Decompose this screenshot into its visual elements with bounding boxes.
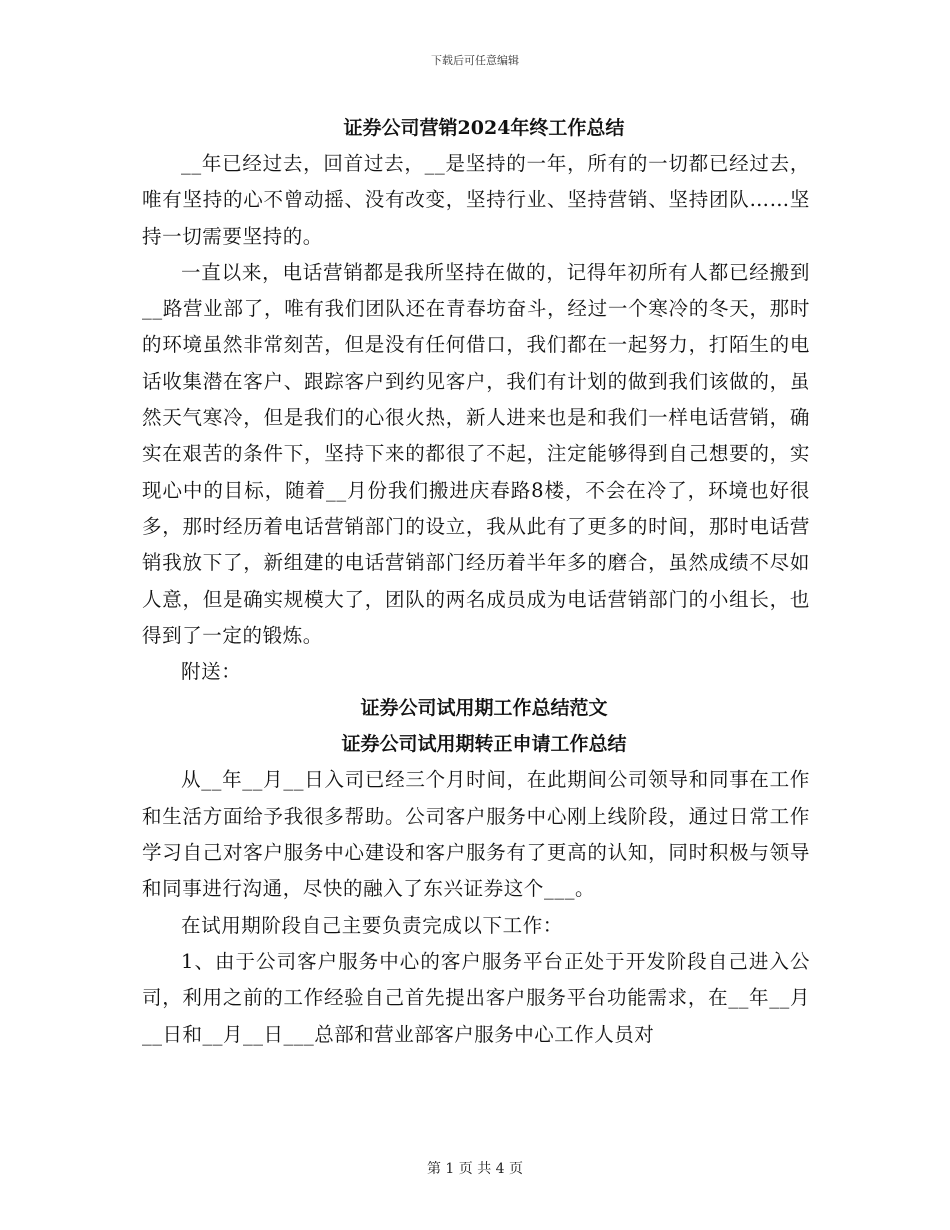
paragraph-1: __年已经过去，回首过去，__是坚持的一年，所有的一切都已经过去，唯有坚持的心不曾动摇、没有改变，坚持行业、坚持营销、坚持团队……坚持一切需要坚持的。 bbox=[142, 152, 810, 248]
appendix-paragraph-1: 从__年__月__日入司已经三个月时间，在此期间公司领导和同事在工作和生活方面给予我很多帮助。公司客户服务中心刚上线阶段，通过日常工作学习自己对客户服务中心建设和客户服务有了更高的认知，同时积极与领导和同事进行沟通，尽快的融入了东兴证券这个___。 bbox=[142, 768, 810, 901]
paragraph-2: 一直以来，电话营销都是我所坚持在做的，记得年初所有人都已经搬到__路营业部了，唯有我们团队还在青春坊奋斗，经过一个寒冷的冬天，那时的环境虽然非常刻苦，但是没有任何借口，我们都在一起努力，打陌生的电话收集潜在客户、跟踪客户到约见客户，我们有计划的做到我们该做的，虽然天气寒冷，但是我们的心很火热，新人进来也是和我们一样电话营销，确实在艰苦的条件下，坚持下来的都很了不起，注定能够得到自己想要的，实现心中的目标，随着__月份我们搬进庆春路8楼，不会在冷了，环境也好很多，那时经历着电话营销部门的设立，我从此有了更多的时间，那时电话营销我放下了，新组建的电话营销部门经历着半年多的磨合，虽然成绩不尽如人意，但是确实规模大了，团队的两名成员成为电话营销部门的小组长，也得到了一定的锻炼。 bbox=[142, 260, 810, 647]
header-note: 下载后可任意编辑 bbox=[431, 54, 519, 67]
document-body bbox=[142, 110, 810, 1053]
appendix-paragraph-3: 1、由于公司客户服务中心的客户服务平台正处于开发阶段自己进入公司，利用之前的工作经验自己首先提出客户服务平台功能需求，在__年__月__日和__月__日___总部和营业部客户服务中心工作人员对 bbox=[142, 949, 810, 1046]
appendix-title-2: 证券公司试用期转正申请工作总结 bbox=[341, 733, 627, 756]
page-number: 第 1 页 共 4 页 bbox=[426, 1161, 524, 1177]
appendix-paragraph-2: 在试用期阶段自己主要负责完成以下工作： bbox=[181, 913, 563, 937]
paragraph-appendix-label: 附送： bbox=[181, 660, 242, 684]
document-title: 证券公司营销2024年终工作总结 bbox=[343, 117, 625, 139]
appendix-title-1: 证券公司试用期工作总结范文 bbox=[360, 697, 608, 720]
